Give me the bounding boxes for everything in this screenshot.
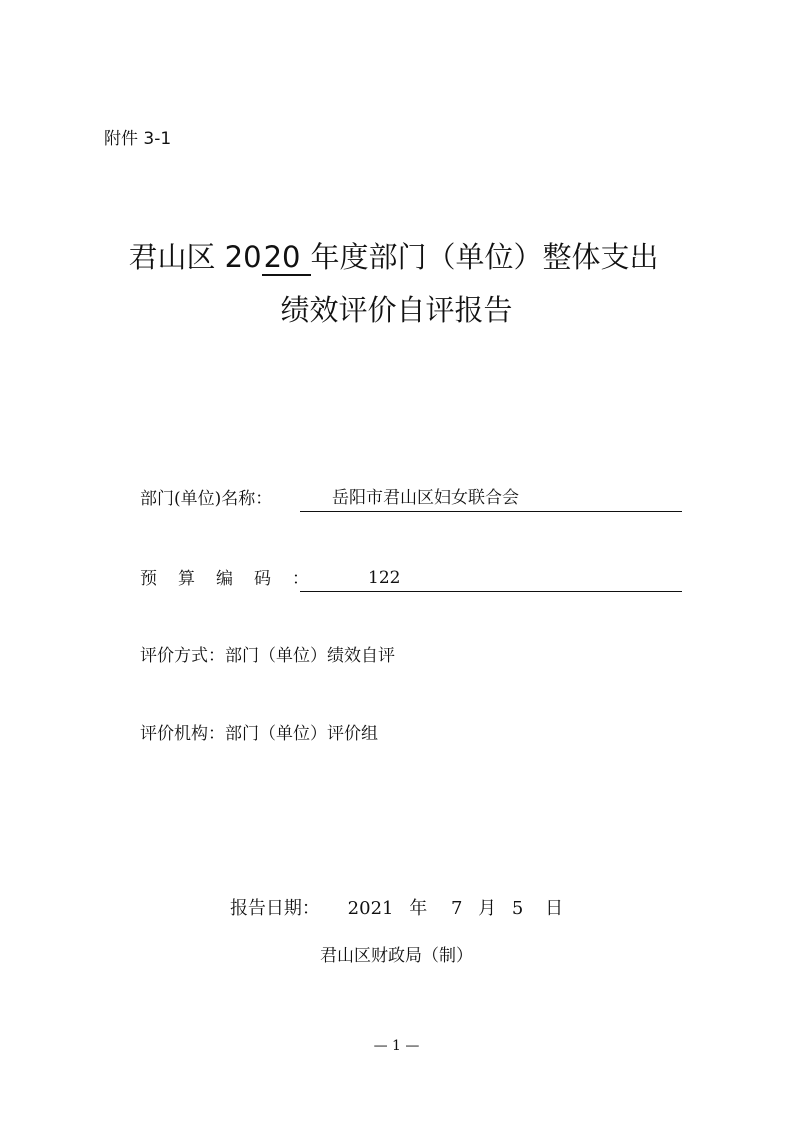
budget-code-char-1: 预 xyxy=(140,569,157,589)
budget-code-char-3: 编 xyxy=(216,569,233,589)
report-date-day: 5 xyxy=(511,898,524,919)
title-prefix: 君山区 20 xyxy=(128,240,262,274)
report-date-day-unit: 日 xyxy=(545,898,564,919)
budget-code-colon: ： xyxy=(292,569,309,589)
budget-code-char-2: 算 xyxy=(178,569,195,589)
unit-name-row xyxy=(140,486,272,512)
report-date-label: 报告日期： xyxy=(229,898,320,919)
report-date-year-unit: 年 xyxy=(409,898,428,919)
evaluation-org-value: 部门（单位）评价组 xyxy=(225,724,378,744)
report-date-month: 7 xyxy=(450,898,463,919)
attachment-label: 附件 3-1 xyxy=(104,129,172,149)
evaluation-method-value: 部门（单位）绩效自评 xyxy=(225,646,395,666)
report-date-year: 2021 xyxy=(347,898,394,919)
title-year-underlined: 20 xyxy=(262,240,311,276)
page-number: — 1 — xyxy=(373,1038,420,1054)
unit-name-label: 部门(单位)名称： xyxy=(140,489,273,509)
budget-code-char-4: 码 xyxy=(254,569,271,589)
evaluation-org-row xyxy=(140,721,378,747)
evaluation-method-row xyxy=(140,643,395,669)
report-date xyxy=(0,896,793,922)
unit-name-value: 岳阳市君山区妇女联合会 xyxy=(332,488,519,508)
report-date-month-unit: 月 xyxy=(478,898,497,919)
document-title-line-1 xyxy=(0,237,790,277)
title-suffix: 年度部门（单位）整体支出 xyxy=(310,240,659,274)
evaluation-method-label: 评价方式： xyxy=(140,646,225,666)
budget-code-value: 122 xyxy=(368,568,401,588)
budget-code-field xyxy=(300,566,682,592)
issuer: 君山区财政局（制） xyxy=(320,946,473,966)
unit-name-field xyxy=(300,486,682,512)
document-title-line-2: 绩效评价自评报告 xyxy=(280,293,513,327)
evaluation-org-label: 评价机构： xyxy=(140,724,225,744)
